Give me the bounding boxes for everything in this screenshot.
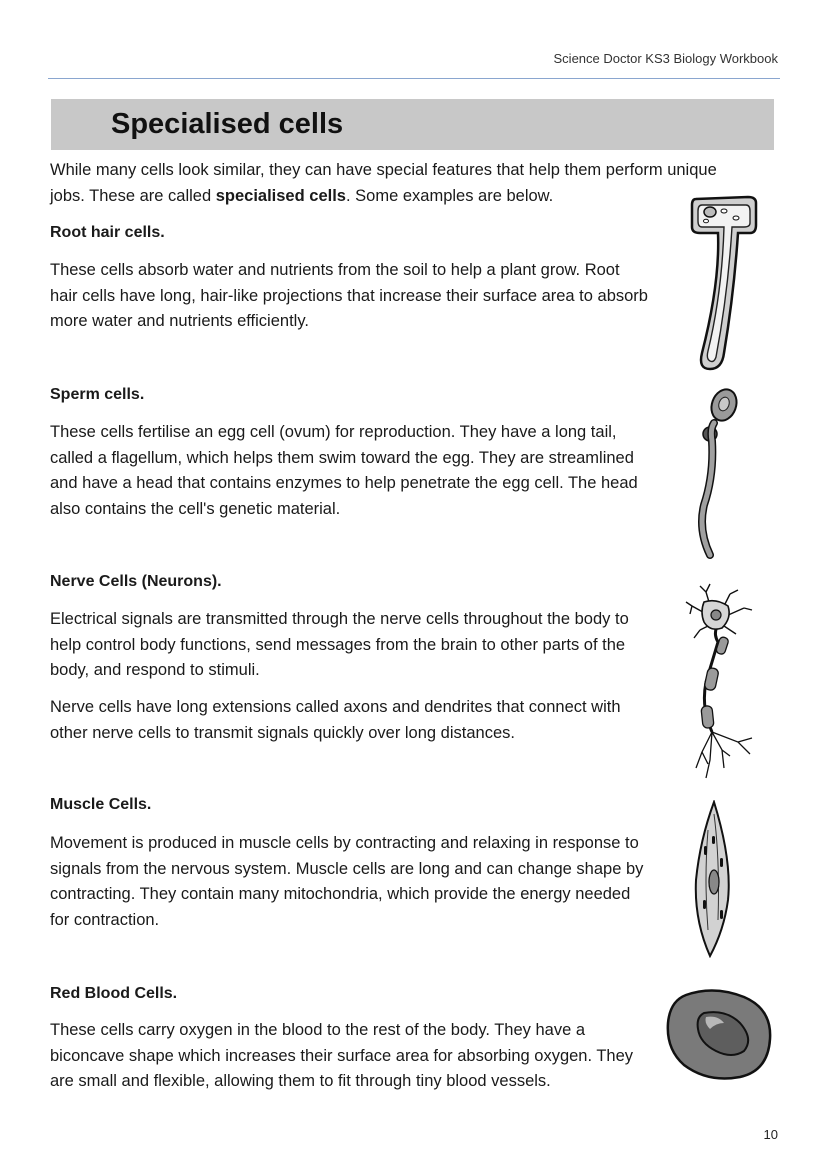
running-header: Science Doctor KS3 Biology Workbook (553, 51, 778, 66)
section-paragraph-red-blood: These cells carry oxygen in the blood to the rest of the body. They have a biconcave shape which increases their surface area for absorbing oxygen. They are small and flexible, allowing them to fit through tiny blood vessels. (50, 1021, 634, 1090)
section-heading-muscle: Muscle Cells. (50, 796, 152, 813)
header-rule (48, 78, 780, 79)
title-bar (51, 99, 774, 150)
section-heading-sperm: Sperm cells. (50, 386, 145, 403)
intro-text-2: . Some examples are below. (345, 186, 554, 205)
muscle-cell-illustration (690, 800, 734, 958)
section-paragraph-sperm: These cells fertilise an egg cell (ovum) for reproduction. They have a long tail, called a flagellum, which helps them swim toward the egg. They are streamlined and have a head that contains enzymes to help penetrate the egg cell. The head also contains the cell's genetic material. (50, 423, 638, 518)
section-paragraph-nerve-1: Electrical signals are transmitted through the nerve cells throughout the body to help control body functions, send messages from the brain to other parts of the body, and respond to stimuli. (50, 610, 629, 679)
neuron-illustration (682, 582, 762, 782)
intro-text-1: While many cells look similar, they can have special features that help them perform unique jobs. These are called (50, 161, 717, 205)
page-number: 10 (763, 1127, 778, 1142)
section-paragraph-root-hair: These cells absorb water and nutrients from the soil to help a plant grow. Root hair cells have long, hair-like projections that increase their surface area to absorb more water and nutrients efficiently. (50, 261, 648, 330)
section-paragraph-nerve-2: Nerve cells have long extensions called axons and dendrites that connect with other nerve cells to transmit signals quickly over long distances. (50, 698, 621, 742)
red-blood-cell-illustration (664, 987, 774, 1081)
root-hair-cell-illustration (688, 193, 760, 373)
section-paragraph-muscle: Movement is produced in muscle cells by contracting and relaxing in response to signals from the nervous system. Muscle cells are long and can change shape by contracting. They contain many mitochondria, which provide the energy needed for contraction. (50, 834, 644, 929)
page-title: Specialised cells (111, 108, 344, 140)
sperm-cell-illustration (694, 385, 742, 565)
section-heading-red-blood: Red Blood Cells. (50, 985, 178, 1002)
intro-paragraph (50, 158, 740, 209)
intro-bold-term: specialised cells (215, 186, 346, 205)
section-heading-nerve: Nerve Cells (Neurons). (50, 573, 222, 590)
section-heading-root-hair: Root hair cells. (50, 224, 165, 241)
